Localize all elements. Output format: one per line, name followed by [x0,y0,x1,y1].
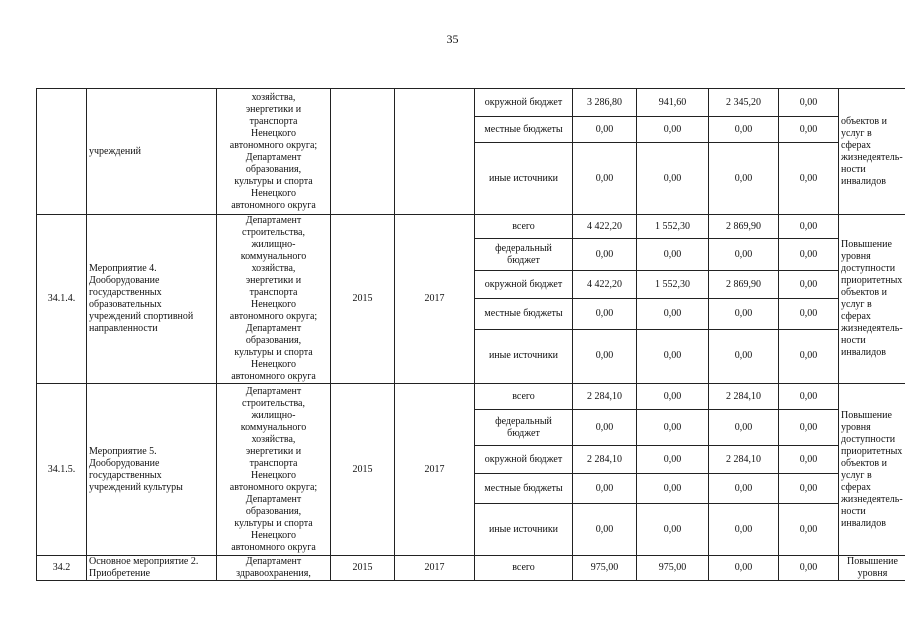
amount-2015: 1 552,30 [637,271,709,299]
amount-total: 0,00 [573,117,637,143]
measure-name: учреждений [87,89,217,215]
expected-result: Повышение уровня доступности приоритетных объектов и услуг в сферах жизнедеятель- ности инвалидов [839,384,905,556]
amount-2016: 2 284,10 [709,384,779,410]
funding-source: федеральный бюджет [475,239,573,271]
amount-2017: 0,00 [779,143,839,215]
amount-2016: 0,00 [709,474,779,504]
amount-2017: 0,00 [779,117,839,143]
amount-2015: 0,00 [637,299,709,329]
funding-source: федеральный бюджет [475,410,573,446]
amount-total: 2 284,10 [573,384,637,410]
amount-total: 0,00 [573,239,637,271]
measure-executor: Департамент здравоохранения, [217,556,331,581]
amount-2017: 0,00 [779,271,839,299]
measure-number: 34.2 [37,556,87,581]
funding-source: окружной бюджет [475,446,573,474]
amount-2017: 0,00 [779,89,839,117]
funding-source: окружной бюджет [475,89,573,117]
expected-result: объектов и услуг в сферах жизнедеятель- ности инвалидов [839,89,905,215]
amount-2015: 0,00 [637,239,709,271]
measure-executor: хозяйства, энергетики и транспорта Ненецкого автономного округа; Департамент образования, культуры и спорта Ненецкого автономного округа [217,89,331,215]
amount-total: 0,00 [573,410,637,446]
measures-table [36,88,905,581]
amount-2016: 0,00 [709,329,779,383]
amount-2017: 0,00 [779,239,839,271]
amount-total: 0,00 [573,504,637,556]
amount-2015: 0,00 [637,504,709,556]
amount-2015: 0,00 [637,143,709,215]
start-year: 2015 [331,556,395,581]
amount-2017: 0,00 [779,410,839,446]
funding-source: всего [475,215,573,239]
page-number: 35 [446,32,459,46]
end-year: 2017 [395,384,475,556]
amount-total: 0,00 [573,299,637,329]
amount-2016: 0,00 [709,556,779,581]
funding-source: всего [475,556,573,581]
amount-2016: 2 345,20 [709,89,779,117]
funding-source: местные бюджеты [475,474,573,504]
amount-total: 0,00 [573,329,637,383]
amount-2015: 0,00 [637,384,709,410]
amount-total: 2 284,10 [573,446,637,474]
expected-result: Повышение уровня [839,556,905,581]
amount-2015: 941,60 [637,89,709,117]
amount-total: 0,00 [573,474,637,504]
funding-source: иные источники [475,329,573,383]
expected-result: Повышение уровня доступности приоритетных объектов и услуг в сферах жизнедеятель- ности инвалидов [839,215,905,384]
amount-2017: 0,00 [779,446,839,474]
amount-2015: 0,00 [637,117,709,143]
funding-source: иные источники [475,504,573,556]
table-row [37,89,905,117]
amount-2017: 0,00 [779,329,839,383]
amount-2016: 0,00 [709,504,779,556]
funding-source: всего [475,384,573,410]
amount-2015: 975,00 [637,556,709,581]
start-year: 2015 [331,215,395,384]
amount-2017: 0,00 [779,504,839,556]
measure-number: 34.1.5. [37,384,87,556]
amount-2015: 0,00 [637,446,709,474]
measure-name: Мероприятие 4. Дооборудование государственных образовательных учреждений спортивной направленности [87,215,217,384]
measure-executor: Департамент строительства, жилищно- коммунального хозяйства, энергетики и транспорта Ненецкого автономного округа; Департамент образования, культуры и спорта Ненецкого автономного округа [217,215,331,384]
amount-total: 4 422,20 [573,271,637,299]
amount-total: 975,00 [573,556,637,581]
amount-2016: 0,00 [709,117,779,143]
amount-total: 0,00 [573,143,637,215]
amount-2016: 2 284,10 [709,446,779,474]
table-row [37,556,905,581]
table-row [37,384,905,410]
measure-executor: Департамент строительства, жилищно- коммунального хозяйства, энергетики и транспорта Ненецкого автономного округа; Департамент образования, культуры и спорта Ненецкого автономного округа [217,384,331,556]
amount-2016: 0,00 [709,299,779,329]
amount-2015: 0,00 [637,474,709,504]
amount-total: 4 422,20 [573,215,637,239]
amount-2017: 0,00 [779,556,839,581]
amount-2017: 0,00 [779,215,839,239]
funding-source: местные бюджеты [475,299,573,329]
funding-source: местные бюджеты [475,117,573,143]
end-year: 2017 [395,556,475,581]
amount-2017: 0,00 [779,299,839,329]
amount-2016: 2 869,90 [709,215,779,239]
measure-number: 34.1.4. [37,215,87,384]
amount-2016: 0,00 [709,143,779,215]
amount-2017: 0,00 [779,474,839,504]
end-year: 2017 [395,215,475,384]
start-year: 2015 [331,384,395,556]
amount-2015: 0,00 [637,410,709,446]
funding-source: иные источники [475,143,573,215]
measure-name: Основное мероприятие 2. Приобретение [87,556,217,581]
amount-total: 3 286,80 [573,89,637,117]
amount-2017: 0,00 [779,384,839,410]
amount-2015: 1 552,30 [637,215,709,239]
measure-name: Мероприятие 5. Дооборудование государственных учреждений культуры [87,384,217,556]
amount-2016: 2 869,90 [709,271,779,299]
measure-number [37,89,87,215]
start-year [331,89,395,215]
table-row [37,215,905,239]
amount-2016: 0,00 [709,239,779,271]
funding-source: окружной бюджет [475,271,573,299]
amount-2016: 0,00 [709,410,779,446]
end-year [395,89,475,215]
amount-2015: 0,00 [637,329,709,383]
